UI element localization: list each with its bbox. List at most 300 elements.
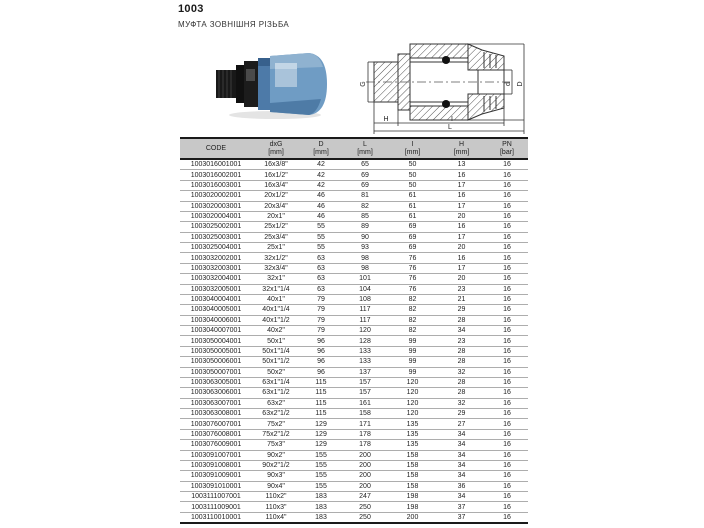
table-cell: 120 — [406, 379, 419, 387]
technical-drawing — [360, 30, 538, 136]
table-cell: 16 — [503, 420, 511, 428]
table-cell: 20x1" — [267, 213, 285, 221]
table-cell: 16 — [503, 306, 511, 314]
table-cell: 157 — [359, 389, 371, 397]
column-header-l: L [mm] — [357, 140, 373, 156]
table-cell: 1003032005001 — [190, 285, 242, 293]
table-cell: 98 — [361, 254, 369, 262]
table-cell: 16 — [503, 368, 511, 376]
table-cell: 16 — [503, 482, 511, 490]
table-cell: 29 — [457, 410, 466, 418]
table-row — [180, 284, 528, 294]
table-cell: 1003050007001 — [190, 368, 242, 376]
table-cell: 183 — [315, 503, 327, 511]
table-cell: 20x1/2" — [264, 192, 288, 200]
table-cell: 1003016001001 — [190, 161, 242, 169]
dimensions-table — [180, 137, 528, 524]
table-cell: 75x3" — [267, 441, 285, 449]
table-cell: 76 — [408, 254, 417, 262]
table-cell: 20 — [457, 213, 466, 221]
table-row — [180, 398, 528, 408]
table-row — [180, 346, 528, 356]
table-row — [180, 315, 528, 325]
table-cell: 25x1/2" — [264, 223, 288, 231]
table-cell: 21 — [457, 296, 466, 304]
table-cell: 16 — [457, 171, 466, 179]
dim-label-l: I — [451, 116, 453, 123]
product-name-subtitle: МУФТА ЗОВНІШНЯ РІЗЬБА — [178, 20, 290, 29]
table-cell: 40x1"1/2 — [262, 316, 290, 324]
table-cell: 81 — [361, 192, 369, 200]
table-cell: 110x4" — [265, 513, 287, 521]
table-cell: 16 — [457, 254, 466, 262]
table-row — [180, 263, 528, 273]
dim-label-L: L — [448, 124, 452, 131]
table-cell: 16 — [503, 316, 511, 324]
table-cell: 32x1" — [267, 275, 285, 283]
table-cell: 50 — [408, 181, 417, 189]
table-cell: 137 — [359, 368, 371, 376]
table-cell: 76 — [408, 264, 417, 272]
column-header-pn: PN [bar] — [499, 140, 514, 156]
table-cell: 250 — [359, 513, 371, 521]
table-cell: 65 — [361, 161, 369, 169]
table-cell: 200 — [359, 482, 371, 490]
table-cell: 1003016003001 — [190, 181, 242, 189]
table-cell: 34 — [457, 462, 466, 470]
table-cell: 85 — [361, 213, 369, 221]
table-cell: 16 — [503, 296, 511, 304]
table-cell: 90x4" — [267, 482, 285, 490]
table-cell: 1003091007001 — [190, 451, 242, 459]
table-cell: 36 — [457, 482, 466, 490]
table-cell: 96 — [317, 358, 325, 366]
table-cell: 82 — [361, 202, 369, 210]
table-cell: 32x1/2" — [264, 254, 288, 262]
table-cell: 1003032002001 — [190, 254, 242, 262]
table-cell: 155 — [315, 482, 327, 490]
table-cell: 110x2" — [265, 493, 287, 501]
table-cell: 115 — [315, 399, 327, 407]
table-cell: 75x2"1/2 — [262, 430, 290, 438]
table-cell: 23 — [457, 285, 466, 293]
table-cell: 32 — [457, 368, 466, 376]
column-header-h: H [mm] — [453, 140, 470, 156]
table-cell: 16 — [503, 254, 511, 262]
table-cell: 155 — [315, 472, 327, 480]
table-cell: 34 — [457, 451, 466, 459]
table-cell: 1003040005001 — [190, 306, 242, 314]
table-cell: 79 — [317, 327, 325, 335]
table-cell: 115 — [315, 389, 327, 397]
table-cell: 96 — [317, 347, 325, 355]
table-cell: 157 — [359, 379, 371, 387]
table-cell: 1003050005001 — [190, 347, 242, 355]
table-row — [180, 512, 528, 522]
table-cell: 133 — [359, 347, 371, 355]
table-cell: 63 — [317, 254, 325, 262]
table-cell: 16x3/8" — [264, 161, 288, 169]
table-cell: 183 — [315, 513, 327, 521]
table-cell: 1003016002001 — [190, 171, 242, 179]
table-cell: 16 — [503, 223, 511, 231]
table-cell: 82 — [408, 296, 417, 304]
table-cell: 40x2" — [267, 327, 285, 335]
table-cell: 16 — [503, 285, 511, 293]
table-row — [180, 387, 528, 397]
table-cell: 158 — [359, 410, 371, 418]
dim-label-d: d — [505, 82, 512, 86]
table-cell: 108 — [359, 296, 371, 304]
table-cell: 1003110010001 — [190, 513, 242, 521]
table-cell: 16 — [503, 503, 511, 511]
table-cell: 32x1"1/4 — [262, 285, 290, 293]
table-row — [180, 169, 528, 179]
table-cell: 104 — [359, 285, 371, 293]
table-cell: 16 — [457, 192, 466, 200]
table-cell: 76 — [408, 285, 417, 293]
table-cell: 16 — [503, 462, 511, 470]
table-row — [180, 211, 528, 221]
table-cell: 50 — [408, 171, 417, 179]
dim-label-D: D — [517, 81, 524, 87]
table-cell: 1003025003001 — [190, 233, 242, 241]
table-cell: 16 — [503, 213, 511, 221]
table-cell: 135 — [406, 430, 419, 438]
table-cell: 198 — [406, 503, 419, 511]
table-cell: 135 — [406, 420, 419, 428]
table-cell: 16 — [503, 472, 511, 480]
table-cell: 23 — [457, 337, 466, 345]
table-cell: 82 — [408, 316, 417, 324]
table-cell: 55 — [317, 244, 325, 252]
table-cell: 98 — [361, 264, 369, 272]
table-row — [180, 325, 528, 335]
table-cell: 42 — [317, 171, 325, 179]
table-cell: 183 — [315, 493, 327, 501]
column-header-dxg: dxG [mm] — [268, 140, 284, 156]
table-cell: 16 — [503, 513, 511, 521]
table-cell: 101 — [359, 275, 371, 283]
table-cell: 40x1"1/4 — [262, 306, 290, 314]
table-cell: 115 — [315, 379, 327, 387]
table-cell: 16 — [503, 327, 511, 335]
table-cell: 1003040004001 — [190, 296, 242, 304]
table-cell: 1003020002001 — [190, 192, 242, 200]
table-cell: 82 — [408, 327, 417, 335]
table-cell: 1003020004001 — [190, 213, 242, 221]
table-cell: 171 — [359, 420, 371, 428]
table-cell: 16 — [503, 171, 511, 179]
table-cell: 46 — [317, 202, 325, 210]
table-cell: 50x1" — [267, 337, 285, 345]
table-cell: 16 — [503, 192, 511, 200]
table-cell: 50x2" — [267, 368, 285, 376]
table-cell: 34 — [457, 493, 466, 501]
table-row — [180, 294, 528, 304]
table-cell: 178 — [359, 430, 371, 438]
table-body — [180, 160, 528, 524]
table-cell: 46 — [317, 213, 325, 221]
table-cell: 34 — [457, 430, 466, 438]
table-row — [180, 491, 528, 501]
table-cell: 69 — [408, 244, 417, 252]
table-cell: 79 — [317, 306, 325, 314]
table-cell: 69 — [361, 181, 369, 189]
table-cell: 250 — [359, 503, 371, 511]
table-cell: 76 — [408, 275, 417, 283]
table-cell: 1003076008001 — [190, 430, 242, 438]
table-cell: 34 — [457, 472, 466, 480]
table-cell: 16 — [503, 493, 511, 501]
table-cell: 129 — [315, 430, 327, 438]
table-row — [180, 232, 528, 242]
table-cell: 28 — [457, 389, 466, 397]
table-cell: 17 — [457, 233, 466, 241]
table-cell: 158 — [406, 451, 419, 459]
table-cell: 1003025004001 — [190, 244, 242, 252]
table-row — [180, 180, 528, 190]
table-cell: 34 — [457, 327, 466, 335]
table-cell: 63 — [317, 285, 325, 293]
table-cell: 16 — [503, 347, 511, 355]
table-cell: 28 — [457, 379, 466, 387]
table-cell: 1003111007001 — [191, 493, 241, 501]
table-cell: 247 — [359, 493, 371, 501]
table-cell: 99 — [408, 337, 417, 345]
table-cell: 16 — [503, 389, 511, 397]
table-cell: 61 — [408, 213, 417, 221]
table-cell: 96 — [317, 368, 325, 376]
table-cell: 110x3" — [265, 503, 287, 511]
table-cell: 16 — [503, 451, 511, 459]
table-cell: 120 — [406, 389, 419, 397]
table-cell: 46 — [317, 192, 325, 200]
table-cell: 1003091009001 — [190, 472, 242, 480]
table-cell: 63x2" — [267, 399, 285, 407]
table-cell: 29 — [457, 306, 466, 314]
table-row — [180, 418, 528, 428]
table-cell: 37 — [457, 503, 466, 511]
table-cell: 32 — [457, 399, 466, 407]
table-cell: 135 — [406, 441, 419, 449]
table-cell: 158 — [406, 482, 419, 490]
table-cell: 155 — [315, 462, 327, 470]
table-cell: 13 — [457, 161, 466, 169]
table-cell: 1003032004001 — [190, 275, 242, 283]
table-cell: 1003091010001 — [190, 482, 242, 490]
column-header-i: I [mm] — [404, 140, 421, 156]
table-cell: 1003040006001 — [190, 316, 242, 324]
table-cell: 25x1" — [267, 244, 285, 252]
table-row — [180, 356, 528, 366]
table-cell: 117 — [359, 316, 371, 324]
table-cell: 40x1" — [267, 296, 285, 304]
table-cell: 90x2"1/2 — [262, 462, 290, 470]
table-cell: 20 — [457, 244, 466, 252]
table-cell: 16 — [503, 244, 511, 252]
table-cell: 158 — [406, 462, 419, 470]
table-cell: 198 — [406, 493, 419, 501]
table-cell: 1003076009001 — [190, 441, 242, 449]
product-code-title: 1003 — [178, 3, 204, 15]
coupling-section-drawing — [360, 30, 538, 136]
table-cell: 133 — [359, 358, 371, 366]
table-cell: 16 — [503, 161, 511, 169]
table-cell: 37 — [457, 513, 466, 521]
table-cell: 50x1"1/2 — [262, 358, 290, 366]
table-cell: 34 — [457, 441, 466, 449]
table-cell: 32x3/4" — [264, 264, 288, 272]
table-cell: 17 — [457, 181, 466, 189]
table-cell: 1003050006001 — [190, 358, 242, 366]
table-row — [180, 335, 528, 345]
table-cell: 55 — [317, 223, 325, 231]
table-cell: 63 — [317, 264, 325, 272]
table-cell: 1003111009001 — [191, 503, 241, 511]
table-cell: 63x1"1/2 — [262, 389, 290, 397]
table-cell: 61 — [408, 202, 417, 210]
table-cell: 16 — [457, 223, 466, 231]
table-cell: 1003032003001 — [190, 264, 242, 272]
table-row — [180, 367, 528, 377]
table-cell: 16 — [503, 337, 511, 345]
table-cell: 16 — [503, 181, 511, 189]
table-cell: 96 — [317, 337, 325, 345]
table-cell: 1003063005001 — [190, 379, 242, 387]
table-cell: 27 — [457, 420, 466, 428]
table-cell: 90x2" — [267, 451, 285, 459]
table-cell: 25x3/4" — [264, 233, 288, 241]
table-cell: 16 — [503, 233, 511, 241]
table-cell: 120 — [406, 410, 419, 418]
table-cell: 42 — [317, 181, 325, 189]
table-cell: 99 — [408, 347, 417, 355]
table-cell: 115 — [315, 410, 327, 418]
table-cell: 17 — [457, 202, 466, 210]
table-cell: 55 — [317, 233, 325, 241]
table-cell: 16 — [503, 275, 511, 283]
table-row — [180, 460, 528, 470]
table-cell: 63x2"1/2 — [262, 410, 290, 418]
table-cell: 28 — [457, 316, 466, 324]
table-cell: 1003050004001 — [190, 337, 242, 345]
table-cell: 1003025002001 — [190, 223, 242, 231]
table-cell: 161 — [359, 399, 371, 407]
table-cell: 128 — [359, 337, 371, 345]
table-cell: 79 — [317, 296, 325, 304]
table-cell: 79 — [317, 316, 325, 324]
table-cell: 69 — [408, 233, 417, 241]
table-row — [180, 377, 528, 387]
table-cell: 200 — [359, 451, 371, 459]
table-cell: 69 — [361, 171, 369, 179]
table-cell: 69 — [408, 223, 417, 231]
table-cell: 16 — [503, 202, 511, 210]
table-cell: 90 — [361, 233, 369, 241]
table-cell: 16 — [503, 399, 511, 407]
dim-label-g: G — [360, 81, 367, 87]
table-cell: 93 — [361, 244, 369, 252]
table-row — [180, 242, 528, 252]
table-cell: 20x3/4" — [264, 202, 288, 210]
table-row — [180, 481, 528, 491]
table-cell: 42 — [317, 161, 325, 169]
table-cell: 1003020003001 — [190, 202, 242, 210]
table-cell: 16 — [503, 264, 511, 272]
table-row — [180, 408, 528, 418]
table-row — [180, 190, 528, 200]
table-cell: 16 — [503, 410, 511, 418]
table-cell: 75x2" — [267, 420, 285, 428]
table-cell: 82 — [408, 306, 417, 314]
table-cell: 158 — [406, 472, 419, 480]
table-cell: 117 — [359, 306, 371, 314]
table-cell: 1003063007001 — [190, 399, 242, 407]
coupling-photo-illustration — [213, 45, 331, 123]
table-cell: 120 — [359, 327, 371, 335]
column-header-code: CODE — [205, 144, 227, 152]
table-cell: 50x1"1/4 — [262, 347, 290, 355]
table-cell: 120 — [406, 399, 419, 407]
table-cell: 61 — [408, 192, 417, 200]
table-cell: 155 — [315, 451, 327, 459]
table-cell: 16 — [503, 379, 511, 387]
table-row — [180, 160, 528, 169]
table-row — [180, 221, 528, 231]
table-cell: 16 — [503, 441, 511, 449]
table-cell: 16 — [503, 358, 511, 366]
table-row — [180, 501, 528, 511]
table-cell: 63x1"1/4 — [262, 379, 290, 387]
table-cell: 129 — [315, 441, 327, 449]
table-row — [180, 201, 528, 211]
table-cell: 63 — [317, 275, 325, 283]
table-row — [180, 252, 528, 262]
table-header — [180, 137, 528, 160]
table-row — [180, 273, 528, 283]
table-cell: 28 — [457, 358, 466, 366]
table-cell: 17 — [457, 264, 466, 272]
product-photo — [213, 45, 331, 123]
table-cell: 200 — [359, 472, 371, 480]
table-cell: 1003091008001 — [190, 462, 242, 470]
table-cell: 20 — [457, 275, 466, 283]
table-row — [180, 429, 528, 439]
table-cell: 178 — [359, 441, 371, 449]
table-cell: 99 — [408, 368, 417, 376]
table-cell: 1003063008001 — [190, 410, 242, 418]
table-cell: 200 — [406, 513, 419, 521]
table-cell: 50 — [408, 161, 417, 169]
table-cell: 89 — [361, 223, 369, 231]
table-cell: 200 — [359, 462, 371, 470]
table-cell: 90x3" — [267, 472, 285, 480]
table-row — [180, 470, 528, 480]
table-cell: 129 — [315, 420, 327, 428]
table-row — [180, 450, 528, 460]
table-cell: 1003063006001 — [190, 389, 242, 397]
column-header-d: D [mm] — [313, 140, 329, 156]
dim-label-h: H — [383, 116, 389, 123]
table-row — [180, 304, 528, 314]
table-row — [180, 439, 528, 449]
table-cell: 16x3/4" — [264, 181, 288, 189]
table-cell: 1003076007001 — [190, 420, 242, 428]
table-cell: 16x1/2" — [264, 171, 288, 179]
table-cell: 28 — [457, 347, 466, 355]
table-cell: 16 — [503, 430, 511, 438]
